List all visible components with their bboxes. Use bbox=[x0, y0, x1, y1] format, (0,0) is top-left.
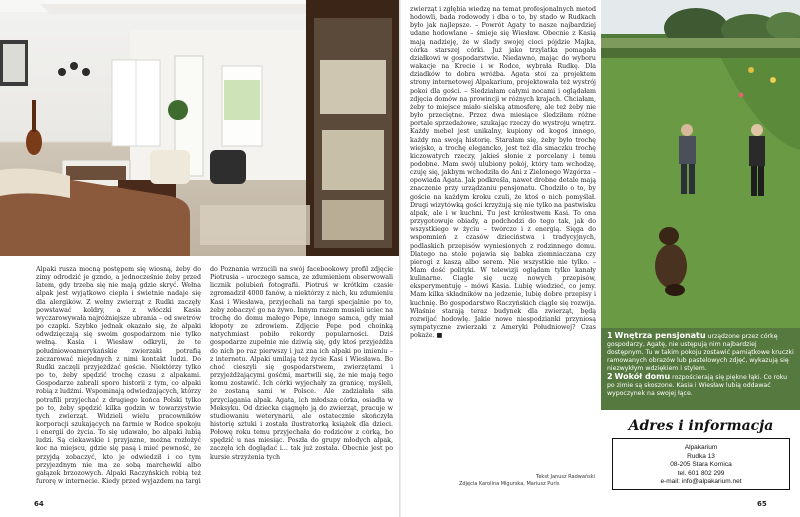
caption-2-number: 2 bbox=[607, 372, 613, 381]
address-box bbox=[612, 438, 790, 490]
caption-1-heading: Wnętrza pensjonatu bbox=[614, 331, 706, 340]
credits-text: Tekst Janusz Radwański bbox=[536, 474, 595, 480]
address-email: e-mail: info@alpakarium.net bbox=[660, 478, 742, 485]
column-2-text: do Poznania wrzucili na swój facebookowy profil zdjęcie Piotrusia – uroczego samca, ze zdumieniem obserwowali licznik polubień fotografii. Piotruś w krótkim czasie zgromadził 4000 fanów, a niektórzy z nich, ku zdumieniu Kasi i Wiesława, przyjechali na targi specjalnie po to, żeby zobaczyć go na żywo. Innym razem musieli uciec na trochę do domu małego Pepe, innego samca, gdy miał kłopoty ze zdrowiem. Zdjęcie Pepe pod choinką natychmiast pobiło rekordy popularności. Dziś gospodarze zupełnie nie dziwią się, gdy ktoś przyjeżdża do nich po raz pierwszy i już zna ich alpaki po imieniu – z internetu. Alpaki umilają też życie Kasi i Wiesława. Bo choć cieszyli się gospodarstwem, zwierzętami i przyjeżdżającymi gośćmi, martwili się, że nie mają tego komu zostawić. Ich córki wyjechały za granicę, myśleli, że zostaną sami w Polsce. Ale zadziałała siła przyciągania alpak. Agata, ich młodsza córka, osiadła w Meksyku. Od dziecka ciągnęło ją do zwierząt, pracuje w studiowaniu weterynarii, ale ostatecznie skończyła historię sztuki i została ilustratorką książek dla dzieci. Połowę roku temu przyjechała do rodziców z córką, bo spędzić u nas miesiąc. Poszła do grupy młodych alpak, zaczęła ich doglądać i... tak już została. Obecnie jest po kursie strzyżenia tych bbox=[210, 266, 393, 461]
caption-2-heading: Wokół domu bbox=[614, 372, 671, 381]
credits bbox=[459, 474, 595, 488]
caption-1-number: 1 bbox=[607, 331, 613, 340]
address-phone: tel. 601 802 299 bbox=[677, 469, 725, 477]
address-title: Adres i informacja bbox=[628, 418, 774, 434]
address-city: 08-205 Stara Kornica bbox=[670, 461, 732, 468]
photo-caption bbox=[601, 328, 800, 410]
column-3-text: zwierząt i zgłębia wiedzę na temat profesjonalnych metod hodowli, bada rodowody i dba o to, by stado w Rudkach było jak najlepsze. – Powrót Agaty to nasze najbardziej udane hodowlane – śmieje się Wiesław. Obecnie z Kasią mają nadzieję, że w ślady swojej cioci pójdzie Majka, córka starszej córki. Już jako trzylatka pomagała działkowi w gospodarstwie. Niedawno, mając do wyboru wakacje na Krecie i w Rodce, wybrała Rudkę. Dla dziadków to dobra wróżba. Agata stoi za projektem strony internetowej Alpakarium, projektowała też wystrój pokoi dla gości. – Siedziałam całymi nocami i oglądałam zdjęcia domów na prowincji w różnych krajach. Chciałam, żeby to miejsce miało sielską atmosferę, ale też żeby nie było przeciętne. Przez dwa miesiące śledziłam różne portale sprzedażowe, szukając rzeczy do wystroju wnętrz. Każdy mebel jest unikalny, kupiony od kogoś innego, każdy ma swoją historię. Starałam się, żeby było trochę wiejsko, a trochę elegancko, jest też dla smaczku trochę kiczowatych rzeczy, jakieś słonie z porcelany i temu podobne. Mam swój ulubiony pokój, który tam wchodzę, czuję się, jakbym wchodziła do Ani z Zielonego Wzgórza – opowiada Agata. Jak podkreśla, nawet drobne detale mają znaczenie przy urządzaniu pensjonatu. Chodziło o to, by goście na każdym kroku czuli, że ktoś o nich pomyślał. Drugi wizytówką gości krzyżują się nie tylko na pastwisku alpak, ale i w kuchni. Tu jest królestwem Kasi. To ona przygotowuje obiady, a podchodzi do tego tak, jak do wszystkiego w życiu – twórczo i z energią. Sięga do wspomnień z czasów dzieciństwa i tradycyjnych, podlaskich przepisów wyniesionych z rodzinnego domu. Dlatego na stole pojawia się babka ziemniaczana czy pierogi z kaszą albo serem. Nie wszystkie nie tylko. – Mam dość polityki. W telewizji oglądam tylko kanały kulinarne. Ciągle się uczę nowych przepisów, eksperymentuję – mówi Kasia. Lubię wiedzieć, co jemy. Mam kilka składników na jedzenie, lubię dobre przepisy i kuchnię. Bo gospodarstwo Raczyńskich ciągle się rozwija. Właśnie starają teraz budynek dla zwierząt, będą rozwijać hodowlę. Jakie nowe niespodzianki przyniosą sympatyczne zwierzaki z Ameryki Południowej? Czas pokaże. ■ bbox=[410, 6, 596, 340]
interior-photo bbox=[0, 0, 400, 256]
caption-1 bbox=[607, 332, 794, 373]
address-name: Alpakarium bbox=[684, 444, 718, 451]
caption-2 bbox=[607, 373, 794, 398]
page-gutter bbox=[399, 0, 401, 517]
article-column-3 bbox=[410, 6, 596, 492]
address-street: Rudka 13 bbox=[687, 452, 715, 460]
page-number-right: 65 bbox=[757, 500, 767, 508]
credits-photos: Zdjęcia Karolina Migurska, Mariusz Purls bbox=[459, 481, 560, 487]
article-column-1 bbox=[36, 266, 201, 492]
caption-2-text: rozpościerają się piękne łąki. Co roku po zimie są skoszone. Kasia i Wiesław lubią oddawać wypoczynek na swojej łące. bbox=[607, 374, 788, 397]
article-column-2 bbox=[210, 266, 393, 492]
column-1-text: Alpaki rusza mocną postępem się wiosną, żeby do zimy odrodzić je gzndo, a jednocześnie żeby przed latem, gdy trzeba się nie mają gdzie skryć. Wełna alpak jest wyjątkowo ciepła i świetnie nadaje się dla alergików. Z wełny zwierząt z Rudki zaczęły powstawać koldry, a z włóczki Kasia wyczarowywała najróżniejsze ubrania – od swetrów po czapki. Szybko jednak okazało się, że alpaki odwdzięczają się swoim gospodarzom nie tylko wełną. Kasia i Wiesław odkryli, że te południowoamerykańskie zwierzaki potrafią zaczarować niejednych z nimi kontakt ludzi. Do Rudki zaczęli przyjeżdżać goście. Niektórzy tylko po to, żeby spędzić trochę czasu z alpakami. Gospodarze zabrali sporo historii z tym, co alpaki robią z ludźmi. Wspominają odwiedzających, którzy potrafili przyjechać z drugiego końca Polski tylko po to, żeby spędzić kilka godzin w towarzystwie tych zwierząt. Widzieli wielu pracowników korporacji szukających na farmie w Rodce spokoju i energii do życia. To się udawało, bo alpaki lubią ludzi. Są ciekawskie i przyjazne, można rozłożyć koc na miejscu, gdzie się pasą i mieć pewność, że przyjdą zobaczyć, kto je odwiedził i co tym przyjezdnym nie ma ze sobą marchewki albo gałązek brzozowych. Alpaki Raczyńskich robią też furorę w internecie. Kiedy przed wyjazdem na targi bbox=[36, 266, 201, 486]
caption-1-text: urządzone przez córkę gospodarzy, Agatę, nie ustępują nim najbardziej dostępnym. Tu w takim pokoju zostawić pamiątkowe kruczki ramowanych obrazów lub pastelowych zdjęć, wykazują się niezwykłym wdziękiem i stylem. bbox=[607, 333, 794, 372]
interior-illustration bbox=[0, 0, 400, 256]
page-number-left: 64 bbox=[34, 500, 44, 508]
